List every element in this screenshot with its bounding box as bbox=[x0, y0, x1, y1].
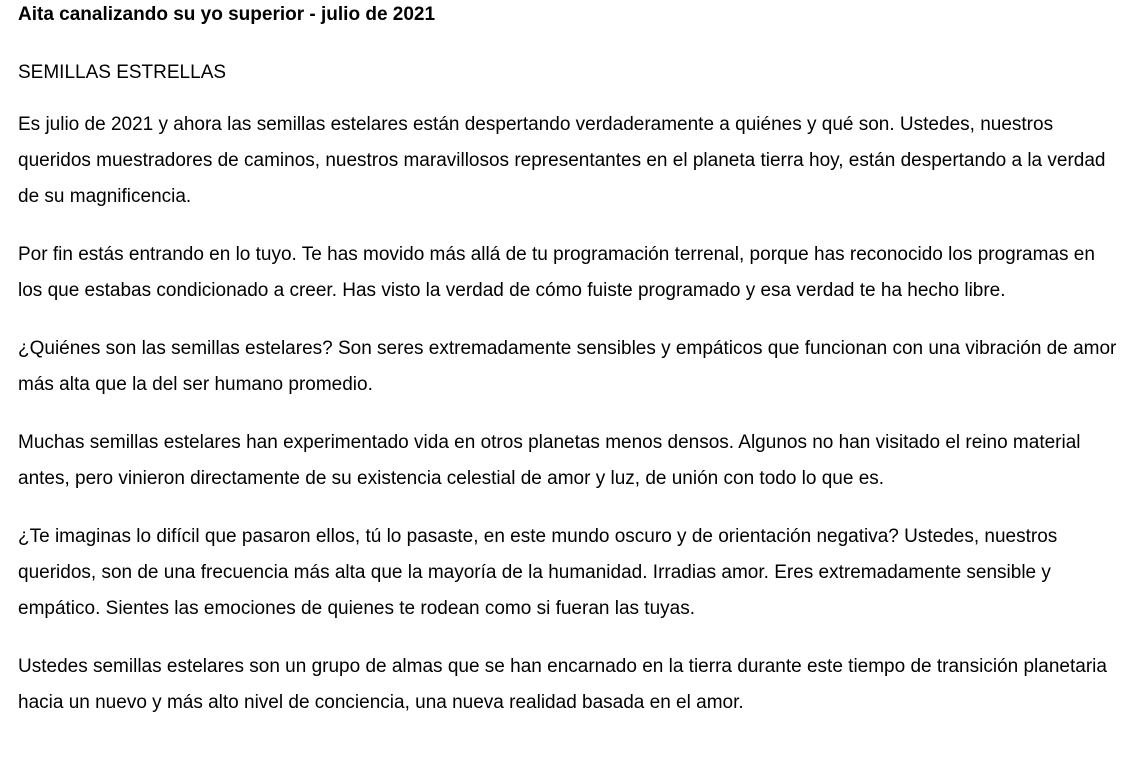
article-title: Aita canalizando su yo superior - julio de 2021 bbox=[18, 4, 436, 25]
article-subtitle: SEMILLAS ESTRELLAS bbox=[18, 62, 227, 83]
paragraph: ¿Quiénes son las semillas estelares? Son seres extremadamente sensibles y empáticos que funcionan con una vibración de amor más alta que la del ser humano promedio. bbox=[18, 338, 1117, 395]
paragraph: Muchas semillas estelares han experimentado vida en otros planetas menos densos. Algunos no han visitado el reino material antes, pero vinieron directamente de su existencia celestial de amor y luz, de unión con todo lo que es. bbox=[18, 432, 1081, 489]
paragraph: Ustedes semillas estelares son un grupo de almas que se han encarnado en la tierra durante este tiempo de transición planetaria hacia un nuevo y más alto nivel de conciencia, una nueva realidad basada en el amor. bbox=[18, 656, 1107, 713]
paragraph: ¿Te imaginas lo difícil que pasaron ellos, tú lo pasaste, en este mundo oscuro y de orientación negativa? Ustedes, nuestros queridos, son de una frecuencia más alta que la mayoría de la humanidad. Irradias amor. Eres extremadamente sensible y empático. Sientes las emociones de quienes te rodean como si fueran las tuyas. bbox=[18, 526, 1058, 619]
paragraph: Por fin estás entrando en lo tuyo. Te has movido más allá de tu programación terrenal, porque has reconocido los programas en los que estabas condicionado a creer. Has visto la verdad de cómo fuiste programado y esa verdad te ha hecho libre. bbox=[18, 244, 1095, 301]
paragraph: Es julio de 2021 y ahora las semillas estelares están despertando verdaderamente a quiénes y qué son. Ustedes, nuestros queridos muestradores de caminos, nuestros maravillosos representantes en el planeta tierra hoy, están despertando a la verdad de su magnificencia. bbox=[18, 114, 1106, 207]
